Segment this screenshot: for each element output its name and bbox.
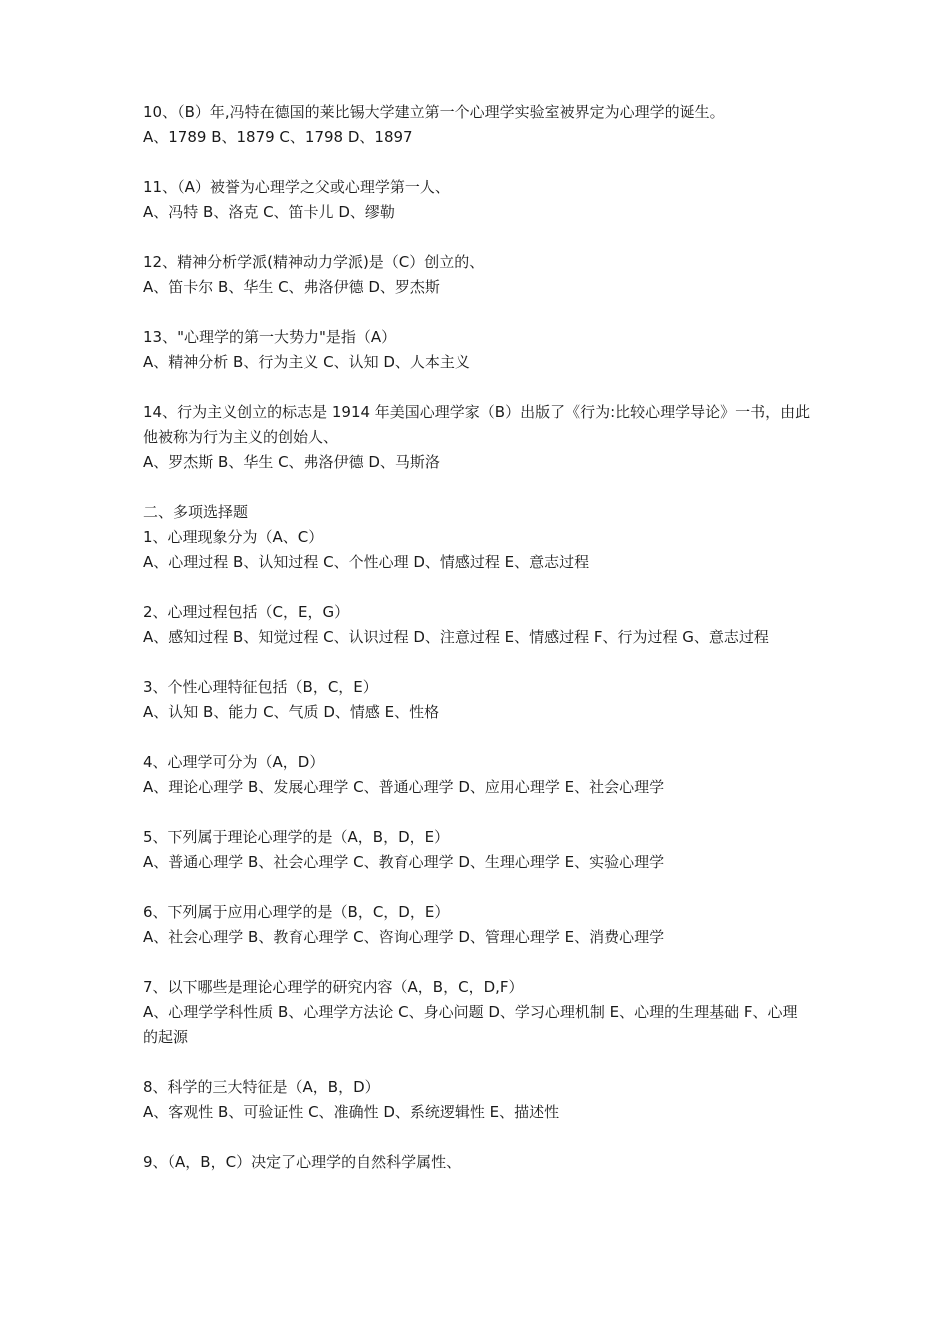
multi-question-8 (143, 1075, 812, 1125)
multi-question-5 (143, 825, 812, 875)
question-text: 7、以下哪些是理论心理学的研究内容（A，B，C，D,F） (143, 978, 524, 996)
question-options: A、认知 B、能力 C、气质 D、情感 E、性格 (143, 703, 440, 721)
multi-question-2 (143, 600, 812, 650)
question-options: A、心理学学科性质 B、心理学方法论 C、身心问题 D、学习心理机制 E、心理的生理基础 F、心理的起源 (143, 1003, 798, 1046)
question-options: A、理论心理学 B、发展心理学 C、普通心理学 D、应用心理学 E、社会心理学 (143, 778, 665, 796)
question-options: A、普通心理学 B、社会心理学 C、教育心理学 D、生理心理学 E、实验心理学 (143, 853, 665, 871)
question-10 (143, 100, 812, 150)
question-text: 8、科学的三大特征是（A，B，D） (143, 1078, 380, 1096)
question-options: A、1789 B、1879 C、1798 D、1897 (143, 128, 413, 146)
question-options: A、客观性 B、可验证性 C、准确性 D、系统逻辑性 E、描述性 (143, 1103, 560, 1121)
section-title: 二、多项选择题 (143, 503, 249, 521)
multi-question-4 (143, 750, 812, 800)
question-options: A、罗杰斯 B、华生 C、弗洛伊德 D、马斯洛 (143, 453, 440, 471)
question-options: A、精神分析 B、行为主义 C、认知 D、人本主义 (143, 353, 470, 371)
question-text: 12、精神分析学派(精神动力学派)是（C）创立的、 (143, 253, 485, 271)
question-options: A、笛卡尔 B、华生 C、弗洛伊德 D、罗杰斯 (143, 278, 440, 296)
question-options: A、冯特 B、洛克 C、笛卡儿 D、缪勒 (143, 203, 395, 221)
question-options: A、感知过程 B、知觉过程 C、认识过程 D、注意过程 E、情感过程 F、行为过程 G、意志过程 (143, 628, 769, 646)
question-options: A、社会心理学 B、教育心理学 C、咨询心理学 D、管理心理学 E、消费心理学 (143, 928, 665, 946)
question-text: 3、个性心理特征包括（B，C，E） (143, 678, 378, 696)
multi-question-6 (143, 900, 812, 950)
multi-question-9 (143, 1150, 812, 1175)
question-text: 6、下列属于应用心理学的是（B，C，D，E） (143, 903, 450, 921)
question-13 (143, 325, 812, 375)
question-text: 5、下列属于理论心理学的是（A，B，D，E） (143, 828, 450, 846)
question-text: 11、（A）被誉为心理学之父或心理学第一人、 (143, 178, 450, 196)
question-14 (143, 400, 812, 475)
question-text: 14、行为主义创立的标志是 1914 年美国心理学家（B）出版了《行为:比较心理学导论》一书，由此他被称为行为主义的创始人、 (143, 403, 811, 446)
question-options: A、心理过程 B、认知过程 C、个性心理 D、情感过程 E、意志过程 (143, 553, 590, 571)
question-text: 2、心理过程包括（C，E，G） (143, 603, 350, 621)
question-11 (143, 175, 812, 225)
question-text: 9、（A，B，C）决定了心理学的自然科学属性、 (143, 1153, 462, 1171)
multi-question-7 (143, 975, 812, 1050)
question-text: 4、心理学可分为（A，D） (143, 753, 325, 771)
multi-question-3 (143, 675, 812, 725)
question-text: 13、"心理学的第一大势力"是指（A） (143, 328, 397, 346)
question-text: 1、心理现象分为（A、C） (143, 528, 324, 546)
question-12 (143, 250, 812, 300)
multi-question-1 (143, 525, 812, 575)
question-text: 10、（B）年,冯特在德国的莱比锡大学建立第一个心理学实验室被界定为心理学的诞生。 (143, 103, 725, 121)
